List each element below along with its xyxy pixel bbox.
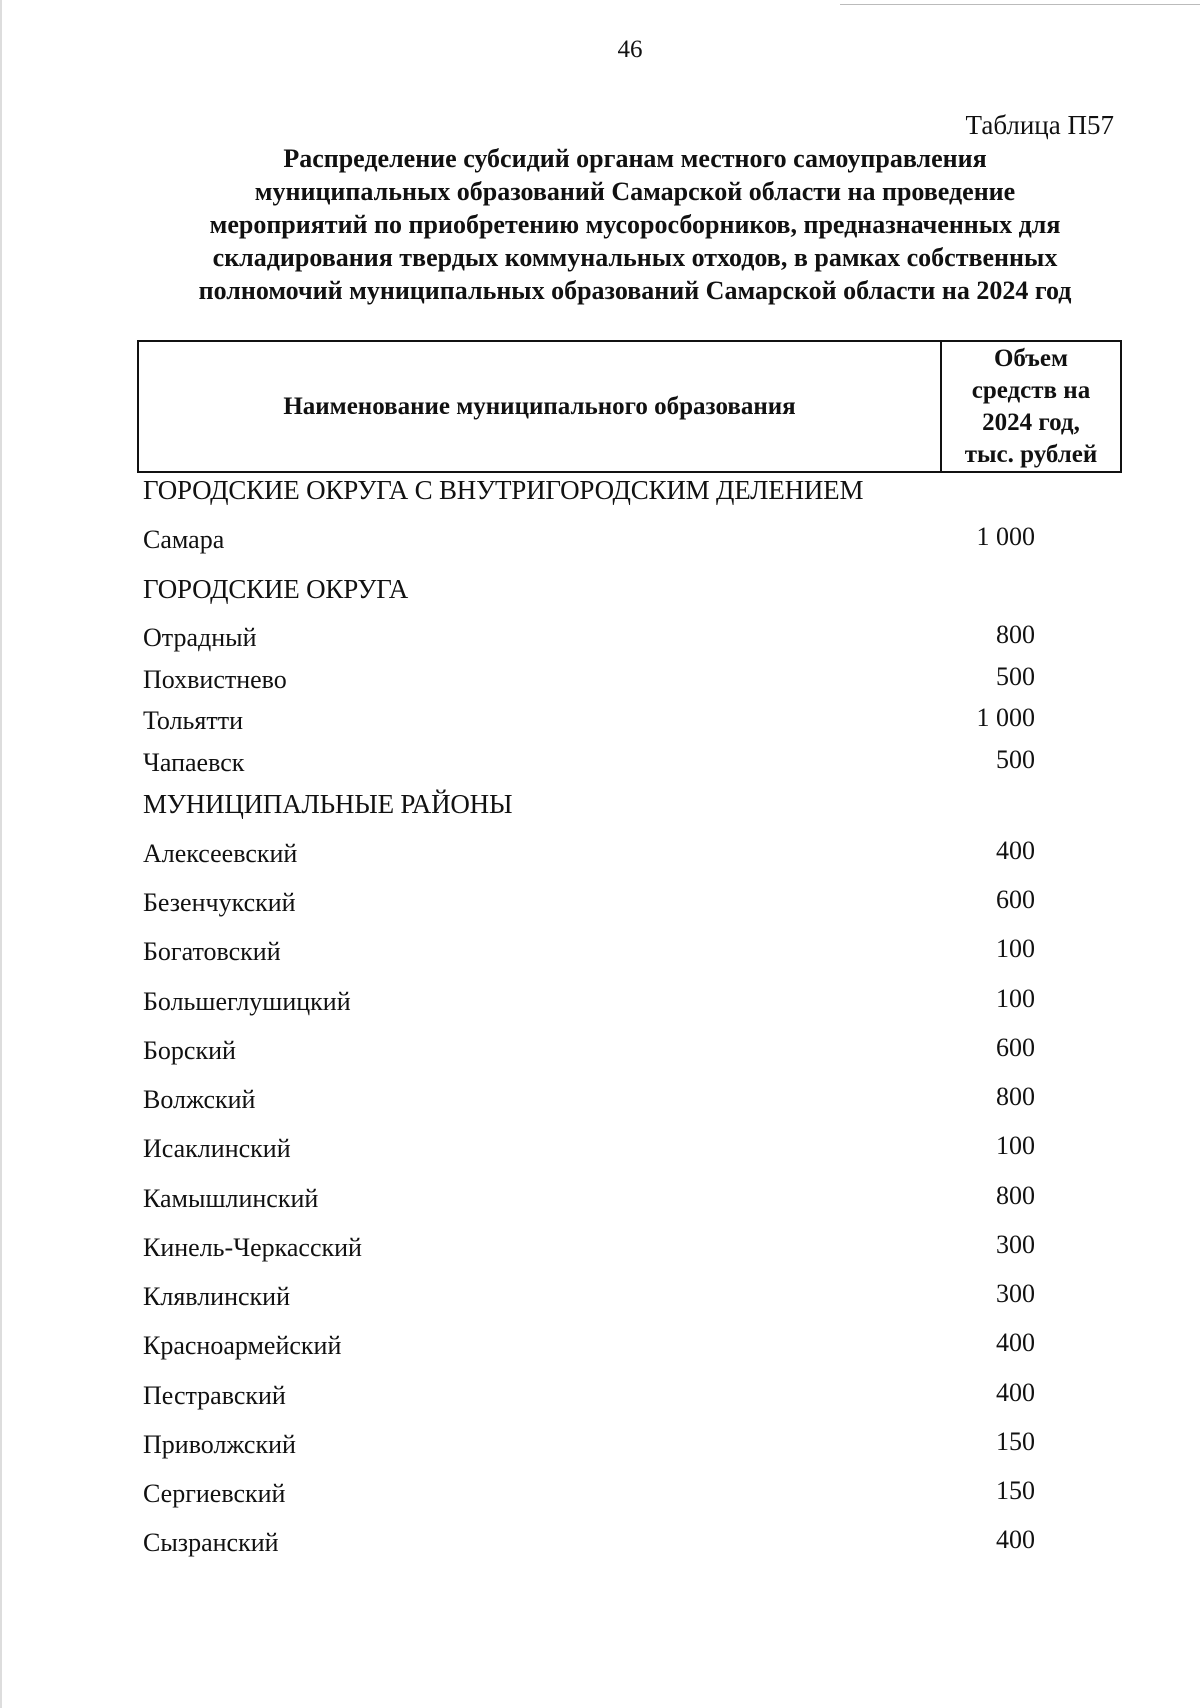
row-name: Похвистнево <box>143 665 287 694</box>
section-heading: МУНИЦИПАЛЬНЫЕ РАЙОНЫ <box>143 789 513 819</box>
section-heading: ГОРОДСКИЕ ОКРУГА <box>143 574 409 604</box>
row-value: 100 <box>996 984 1035 1013</box>
row-name: Сызранский <box>143 1528 279 1557</box>
row-value: 400 <box>996 1378 1035 1407</box>
row-value: 1 000 <box>976 703 1035 732</box>
row-value: 300 <box>996 1230 1035 1259</box>
row-value: 300 <box>996 1279 1035 1308</box>
row-value: 800 <box>996 620 1035 649</box>
row-name: Борский <box>143 1036 236 1065</box>
row-name: Приволжский <box>143 1430 296 1459</box>
header-amount-line: 2024 год, <box>982 408 1080 436</box>
header-amount-line: Объем <box>993 344 1068 372</box>
scan-edge <box>840 4 1200 5</box>
scan-edge <box>0 0 2 1708</box>
row-name: Тольятти <box>143 706 244 735</box>
row-name: Большеглушицкий <box>143 987 351 1016</box>
row-value: 600 <box>996 1033 1035 1062</box>
row-name: Сергиевский <box>143 1479 286 1508</box>
row-name: Алексеевский <box>143 839 298 868</box>
row-name: Пестравский <box>143 1381 286 1410</box>
row-value: 400 <box>996 1525 1035 1554</box>
header-amount-line: средств на <box>971 376 1091 404</box>
title-line: Распределение субсидий органам местного самоуправления <box>283 144 987 173</box>
header-amount-line: тыс. рублей <box>964 440 1098 468</box>
row-value: 150 <box>996 1476 1035 1505</box>
row-value: 500 <box>996 662 1035 691</box>
row-value: 500 <box>996 745 1035 774</box>
row-value: 600 <box>996 885 1035 914</box>
row-value: 800 <box>996 1181 1035 1210</box>
row-name: Волжский <box>143 1085 256 1114</box>
table-label: Таблица П57 <box>965 110 1114 140</box>
row-name: Исаклинский <box>143 1134 291 1163</box>
header-name-column: Наименование муниципального образования <box>139 342 942 471</box>
title-line: складирования твердых коммунальных отходов, в рамках собственных <box>212 243 1058 272</box>
row-value: 1 000 <box>976 522 1035 551</box>
row-value: 150 <box>996 1427 1035 1456</box>
row-name: Самара <box>143 525 225 554</box>
row-name: Безенчукский <box>143 888 296 917</box>
row-value: 400 <box>996 836 1035 865</box>
title-line: полномочий муниципальных образований Самарской области на 2024 год <box>198 276 1072 305</box>
row-name: Клявлинский <box>143 1282 291 1311</box>
title-line: муниципальных образований Самарской области на проведение <box>254 177 1016 206</box>
row-name: Камышлинский <box>143 1184 319 1213</box>
row-name: Кинель-Черкасский <box>143 1233 362 1262</box>
row-value: 100 <box>996 1131 1035 1160</box>
row-name: Отрадный <box>143 623 257 652</box>
title-line: мероприятий по приобретению мусоросборников, предназначенных для <box>209 210 1061 239</box>
row-value: 100 <box>996 934 1035 963</box>
row-value: 800 <box>996 1082 1035 1111</box>
row-name: Богатовский <box>143 937 281 966</box>
section-heading: ГОРОДСКИЕ ОКРУГА С ВНУТРИГОРОДСКИМ ДЕЛЕНИЕМ <box>143 475 864 505</box>
page-number: 46 <box>617 36 643 63</box>
row-value: 400 <box>996 1328 1035 1357</box>
row-name: Красноармейский <box>143 1331 342 1360</box>
row-name: Чапаевск <box>143 748 245 777</box>
